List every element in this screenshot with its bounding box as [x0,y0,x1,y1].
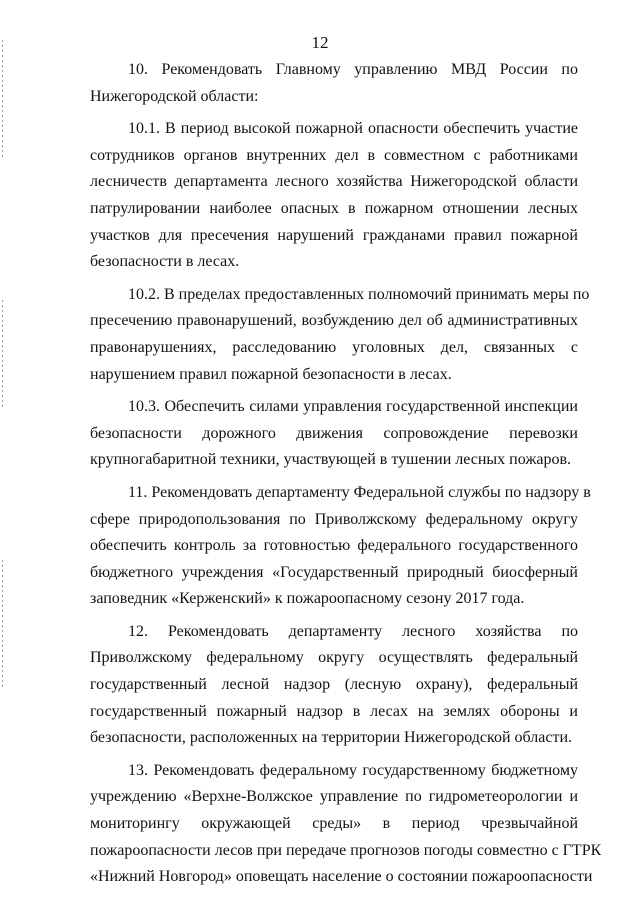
paragraph-line: пожароопасности лесов при передаче прогнозов погоды совместно с ГТРК [90,841,602,859]
paragraph-line: безопасности в лесах. [90,253,240,271]
paragraph-line: 11. Рекомендовать департаменту Федеральной службы по надзору в [128,483,591,501]
paragraph-line: бюджетного учреждения «Государственный природный биосферный [90,563,578,581]
scan-edge-mark-middle [2,300,3,410]
paragraph-p10-1 [90,116,578,276]
paragraph-line: 10. Рекомендовать Главному управлению МВД России по [128,61,578,78]
page-number: 12 [311,33,329,52]
paragraph-line: пресечению правонарушений, возбуждению дел об административных [90,312,578,330]
paragraph-line: государственный лесной надзор (лесную охрану), федеральный [90,676,578,694]
paragraph-p13 [90,758,602,891]
paragraph-p10-2 [90,282,590,388]
paragraph-line: 10.1. В период высокой пожарной опасности обеспечить участие [128,120,578,138]
paragraph-line: участков для пресечения нарушений гражданами правил пожарной [90,226,578,244]
scan-edge-mark-bottom [2,560,3,690]
paragraph-line: Нижегородской области: [90,87,259,105]
paragraph-line: сфере природопользования по Приволжскому федеральному округу [90,510,578,528]
paragraph-line: учреждению «Верхне-Волжское управление по гидрометеорологии и [90,788,578,806]
paragraph-line: безопасности дорожного движения сопровождение перевозки [90,424,578,442]
paragraph-line: государственный пожарный надзор в лесах на землях обороны и [90,702,578,720]
paragraph-p10-3 [90,394,578,474]
paragraph-line: правонарушениях, расследованию уголовных дел, связанных с [90,338,578,356]
paragraph-line: патрулировании наиболее опасных в пожарном отношении лесных [90,199,578,217]
paragraph-line: 10.3. Обеспечить силами управления государственной инспекции [128,398,578,416]
paragraph-p11 [90,480,591,613]
paragraph-line: «Нижний Новгород» оповещать население о состоянии пожароопасности [90,868,593,886]
paragraph-line: 10.2. В пределах предоставленных полномочий принимать меры по [128,285,590,303]
paragraph-line: обеспечить контроль за готовностью федерального государственного [90,537,578,555]
paragraph-line: нарушением правил пожарной безопасности в лесах. [90,365,452,383]
paragraph-line: сотрудников органов внутренних дел в совместном с работниками [90,146,578,164]
paragraph-line: лесничеств департамента лесного хозяйства Нижегородской области [90,173,578,191]
paragraph-line: заповедник «Керженский» к пожароопасному сезону 2017 года. [90,590,525,608]
paragraph-line: безопасности, расположенных на территории Нижегородской области. [90,729,573,747]
paragraph-p10 [90,57,578,110]
paragraph-line: мониторингу окружающей среды» в период чрезвычайной [90,815,578,833]
paragraph-p12 [90,619,578,752]
paragraph-line: 13. Рекомендовать федеральному государственному бюджетному [128,761,578,779]
paragraph-line: 12. Рекомендовать департаменту лесного хозяйства по [128,622,578,640]
paragraph-line: крупногабаритной техники, участвующей в тушении лесных пожаров. [90,451,572,469]
document-body [90,57,602,891]
paragraph-line: Приволжскому федеральному округу осуществлять федеральный [90,649,578,667]
scan-edge-mark-top [2,40,3,160]
